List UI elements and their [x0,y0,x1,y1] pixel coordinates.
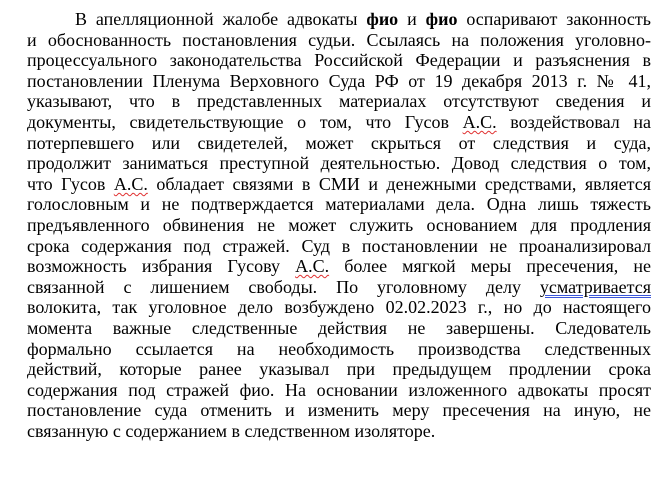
text-line: момента важные следственные действия не завершены. Следователь [27,317,651,338]
lawyer-name-1: фио [366,9,399,29]
text-line [27,256,651,277]
spellcheck-flagged-initials: А.С. [113,173,148,194]
text-line: потерпевшего или свидетелей, может скрыться от следствия и суда, [27,132,651,153]
text-line: действий, которые ранее указывал при предыдущем продлении срока [27,359,651,380]
text-line: указывают, что в представленных материалах отсутствуют сведения и [27,91,651,112]
text-segment: связанной с лишением свободы. По уголовному делу [27,276,540,297]
grammar-flagged-word: усматривается [539,276,651,297]
text-line: постановление суда отменить и изменить меру пресечения на иную, не [27,400,651,421]
text-segment: что Гусов [27,173,114,194]
text-line: и обоснованность постановления судьи. Ссылаясь на положения уголовно- [27,29,651,50]
text-segment: более мягкой меры пресечения, не [329,256,651,277]
text-segment: оспаривают законность [457,9,651,29]
text-line: процессуального законодательства Российской Федерации и разъяснения в [27,50,651,71]
appeal-paragraph [27,9,651,441]
text-line: содержания под стражей фио. На основании изложенного адвокаты просят [27,379,651,400]
text-segment: и [398,9,426,29]
text-segment: воздействовал на [496,111,652,132]
lawyer-name-2: фио [425,9,458,29]
text-segment: документы, свидетельствующие о том, что Гусов [27,111,463,132]
text-line: волокита, так уголовное дело возбуждено 02.02.2023 г., но до настоящего [27,297,651,318]
spellcheck-flagged-initials: А.С. [462,111,497,132]
text-line: связанную с содержанием в следственном изоляторе. [27,420,436,441]
text-line: срока содержания под стражей. Суд в постановлении не проанализировал [27,235,651,256]
text-line: постановлении Пленума Верховного Суда РФ от 19 декабря 2013 г. № 41, [27,70,651,91]
text-line [27,277,651,298]
text-line: продолжит заниматься преступной деятельностью. Довод следствия о том, [27,153,651,174]
text-line: формально ссылается на необходимость производства следственных [27,338,651,359]
spellcheck-flagged-initials: А.С. [295,256,330,277]
text-segment: возможность избрания Гусову [27,256,296,277]
text-segment: обладает связями в СМИ и денежными средствами, является [147,173,651,194]
text-line [27,112,651,133]
text-line: предъявленного обвинения не может служить основанием для продления [27,214,651,235]
text-line [27,174,651,195]
text-line [27,9,651,30]
text-segment: В апелляционной жалобе адвокаты [75,9,367,29]
text-line: голословным и не подтверждается материалами дела. Одна лишь тяжесть [27,194,651,215]
